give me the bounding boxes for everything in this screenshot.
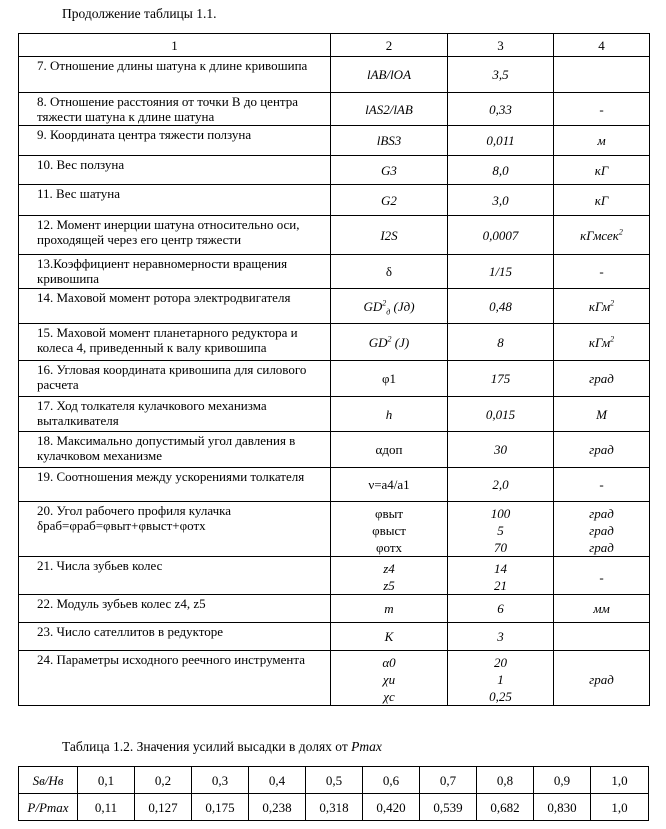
row-unit: - (554, 255, 650, 289)
table-1-caption: Продолжение таблицы 1.1. (62, 6, 217, 21)
table-row (19, 255, 650, 289)
row-label: 19. Соотношения между ускорениями толкателя (19, 468, 331, 502)
row-label: 14. Маховой момент ротора электродвигателя (19, 289, 331, 324)
row-unit: кГмсек$^2$ (554, 216, 650, 255)
table-row (19, 57, 650, 93)
table-row (19, 324, 650, 361)
row-symbol: ν=a4/a1 (331, 468, 448, 502)
header-col-4: 4 (554, 34, 650, 57)
row-value-list: 20 1 0,25 (448, 651, 554, 706)
table-row (19, 651, 650, 706)
row-symbol: $GD^2$ (J) (331, 324, 448, 361)
cell: 0,6 (363, 767, 420, 794)
row-unit: М (554, 397, 650, 432)
parameters-table (18, 33, 650, 706)
cell: 0,3 (192, 767, 249, 794)
table-row (19, 468, 650, 502)
row-symbol: δ (331, 255, 448, 289)
cell: 0,7 (420, 767, 477, 794)
row-symbol-list: z4 z5 (331, 557, 448, 595)
row-unit: кГ (554, 156, 650, 185)
cell: 0,539 (420, 794, 477, 821)
row-value: 0,48 (448, 289, 554, 324)
cell: 0,127 (135, 794, 192, 821)
row-value: 2,0 (448, 468, 554, 502)
table-row (19, 623, 650, 651)
row-unit: - (554, 557, 650, 595)
table-2-caption: Таблица 1.2. Значения усилий высадки в долях от Pmax (62, 739, 382, 754)
row-unit: град (554, 651, 650, 706)
row-label: Sв/Нв (19, 767, 78, 794)
cell: 1,0 (591, 794, 649, 821)
table-row (19, 595, 650, 623)
cell: 0,9 (534, 767, 591, 794)
table-row (19, 216, 650, 255)
row-unit-list: град град град (554, 502, 650, 557)
row-label: 9. Координата центра тяжести ползуна (19, 126, 331, 156)
table-row (19, 397, 650, 432)
row-value: 3,0 (448, 185, 554, 216)
row-unit: град (554, 361, 650, 397)
cell: 0,175 (192, 794, 249, 821)
row-label: 8. Отношение расстояния от точки B до центра тяжести шатуна к длине шатуна (19, 93, 331, 126)
cell: 0,682 (477, 794, 534, 821)
row-symbol-list: φвыт φвыст φотх (331, 502, 448, 557)
row-label: 11. Вес шатуна (19, 185, 331, 216)
row-symbol-list: α0 χи χс (331, 651, 448, 706)
row-value: 175 (448, 361, 554, 397)
row-label: 7. Отношение длины шатуна к длине кривошипа (19, 57, 331, 93)
row-value: 3,5 (448, 57, 554, 93)
row-value: 0,015 (448, 397, 554, 432)
row-unit: град (554, 432, 650, 468)
row-label: 16. Угловая координата кривошипа для силового расчета (19, 361, 331, 397)
row-symbol: $GD^2_д$ (Jд) (331, 289, 448, 324)
row-label: 12. Момент инерции шатуна относительно оси, проходящей через его центр тяжести (19, 216, 331, 255)
row-label: 15. Маховой момент планетарного редуктора и колеса 4, приведенный к валу кривошипа (19, 324, 331, 361)
cell: 0,238 (249, 794, 306, 821)
cell: 0,1 (78, 767, 135, 794)
cell: 0,8 (477, 767, 534, 794)
cell: 0,11 (78, 794, 135, 821)
row-value: 0,011 (448, 126, 554, 156)
row-value: 1/15 (448, 255, 554, 289)
row-symbol: h (331, 397, 448, 432)
row-label: 24. Параметры исходного реечного инструмента (19, 651, 331, 706)
header-col-1: 1 (19, 34, 331, 57)
table-row (19, 767, 649, 794)
table-row (19, 156, 650, 185)
row-unit: кГм$^2$ (554, 289, 650, 324)
row-symbol: m (331, 595, 448, 623)
cell: 0,420 (363, 794, 420, 821)
table-row (19, 557, 650, 595)
row-symbol: I2S (331, 216, 448, 255)
row-unit: мм (554, 595, 650, 623)
row-label: 10. Вес ползуна (19, 156, 331, 185)
row-label: P/Pmax (19, 794, 78, 821)
row-value: 30 (448, 432, 554, 468)
cell: 0,5 (306, 767, 363, 794)
table-row (19, 432, 650, 468)
cell: 0,2 (135, 767, 192, 794)
table-row (19, 502, 650, 557)
row-label: 18. Максимально допустимый угол давления в кулачковом механизме (19, 432, 331, 468)
cell: 1,0 (591, 767, 649, 794)
table-row (19, 289, 650, 324)
row-value-list: 100 5 70 (448, 502, 554, 557)
row-unit (554, 57, 650, 93)
table-row (19, 126, 650, 156)
row-value-list: 14 21 (448, 557, 554, 595)
header-col-2: 2 (331, 34, 448, 57)
row-symbol: G3 (331, 156, 448, 185)
row-label: 17. Ход толкателя кулачкового механизма выталкивателя (19, 397, 331, 432)
cell: 0,318 (306, 794, 363, 821)
cell: 0,830 (534, 794, 591, 821)
table-row (19, 794, 649, 821)
row-value: 6 (448, 595, 554, 623)
row-symbol: lAS2/lAB (331, 93, 448, 126)
row-unit: м (554, 126, 650, 156)
row-unit (554, 623, 650, 651)
row-value: 8,0 (448, 156, 554, 185)
forces-table (18, 766, 649, 821)
table-row (19, 361, 650, 397)
row-symbol: lBS3 (331, 126, 448, 156)
row-symbol: G2 (331, 185, 448, 216)
row-label: 23. Число сателлитов в редукторе (19, 623, 331, 651)
row-value: 8 (448, 324, 554, 361)
table-row (19, 185, 650, 216)
row-symbol: K (331, 623, 448, 651)
row-label: 22. Модуль зубьев колес z4, z5 (19, 595, 331, 623)
row-symbol: φ1 (331, 361, 448, 397)
row-label: 20. Угол рабочего профиля кулачка δраб=φраб=φвыт+φвыст+φотх (19, 502, 331, 557)
table-header-row (19, 34, 650, 57)
row-symbol: lAB/lOA (331, 57, 448, 93)
row-unit: - (554, 93, 650, 126)
row-label: 13.Коэффициент неравномерности вращения кривошипа (19, 255, 331, 289)
row-value: 0,33 (448, 93, 554, 126)
row-unit: - (554, 468, 650, 502)
row-unit: кГм$^2$ (554, 324, 650, 361)
row-label: 21. Числа зубьев колес (19, 557, 331, 595)
row-unit: кГ (554, 185, 650, 216)
header-col-3: 3 (448, 34, 554, 57)
row-value: 3 (448, 623, 554, 651)
row-value: 0,0007 (448, 216, 554, 255)
cell: 0,4 (249, 767, 306, 794)
row-symbol: αдоп (331, 432, 448, 468)
table-row (19, 93, 650, 126)
